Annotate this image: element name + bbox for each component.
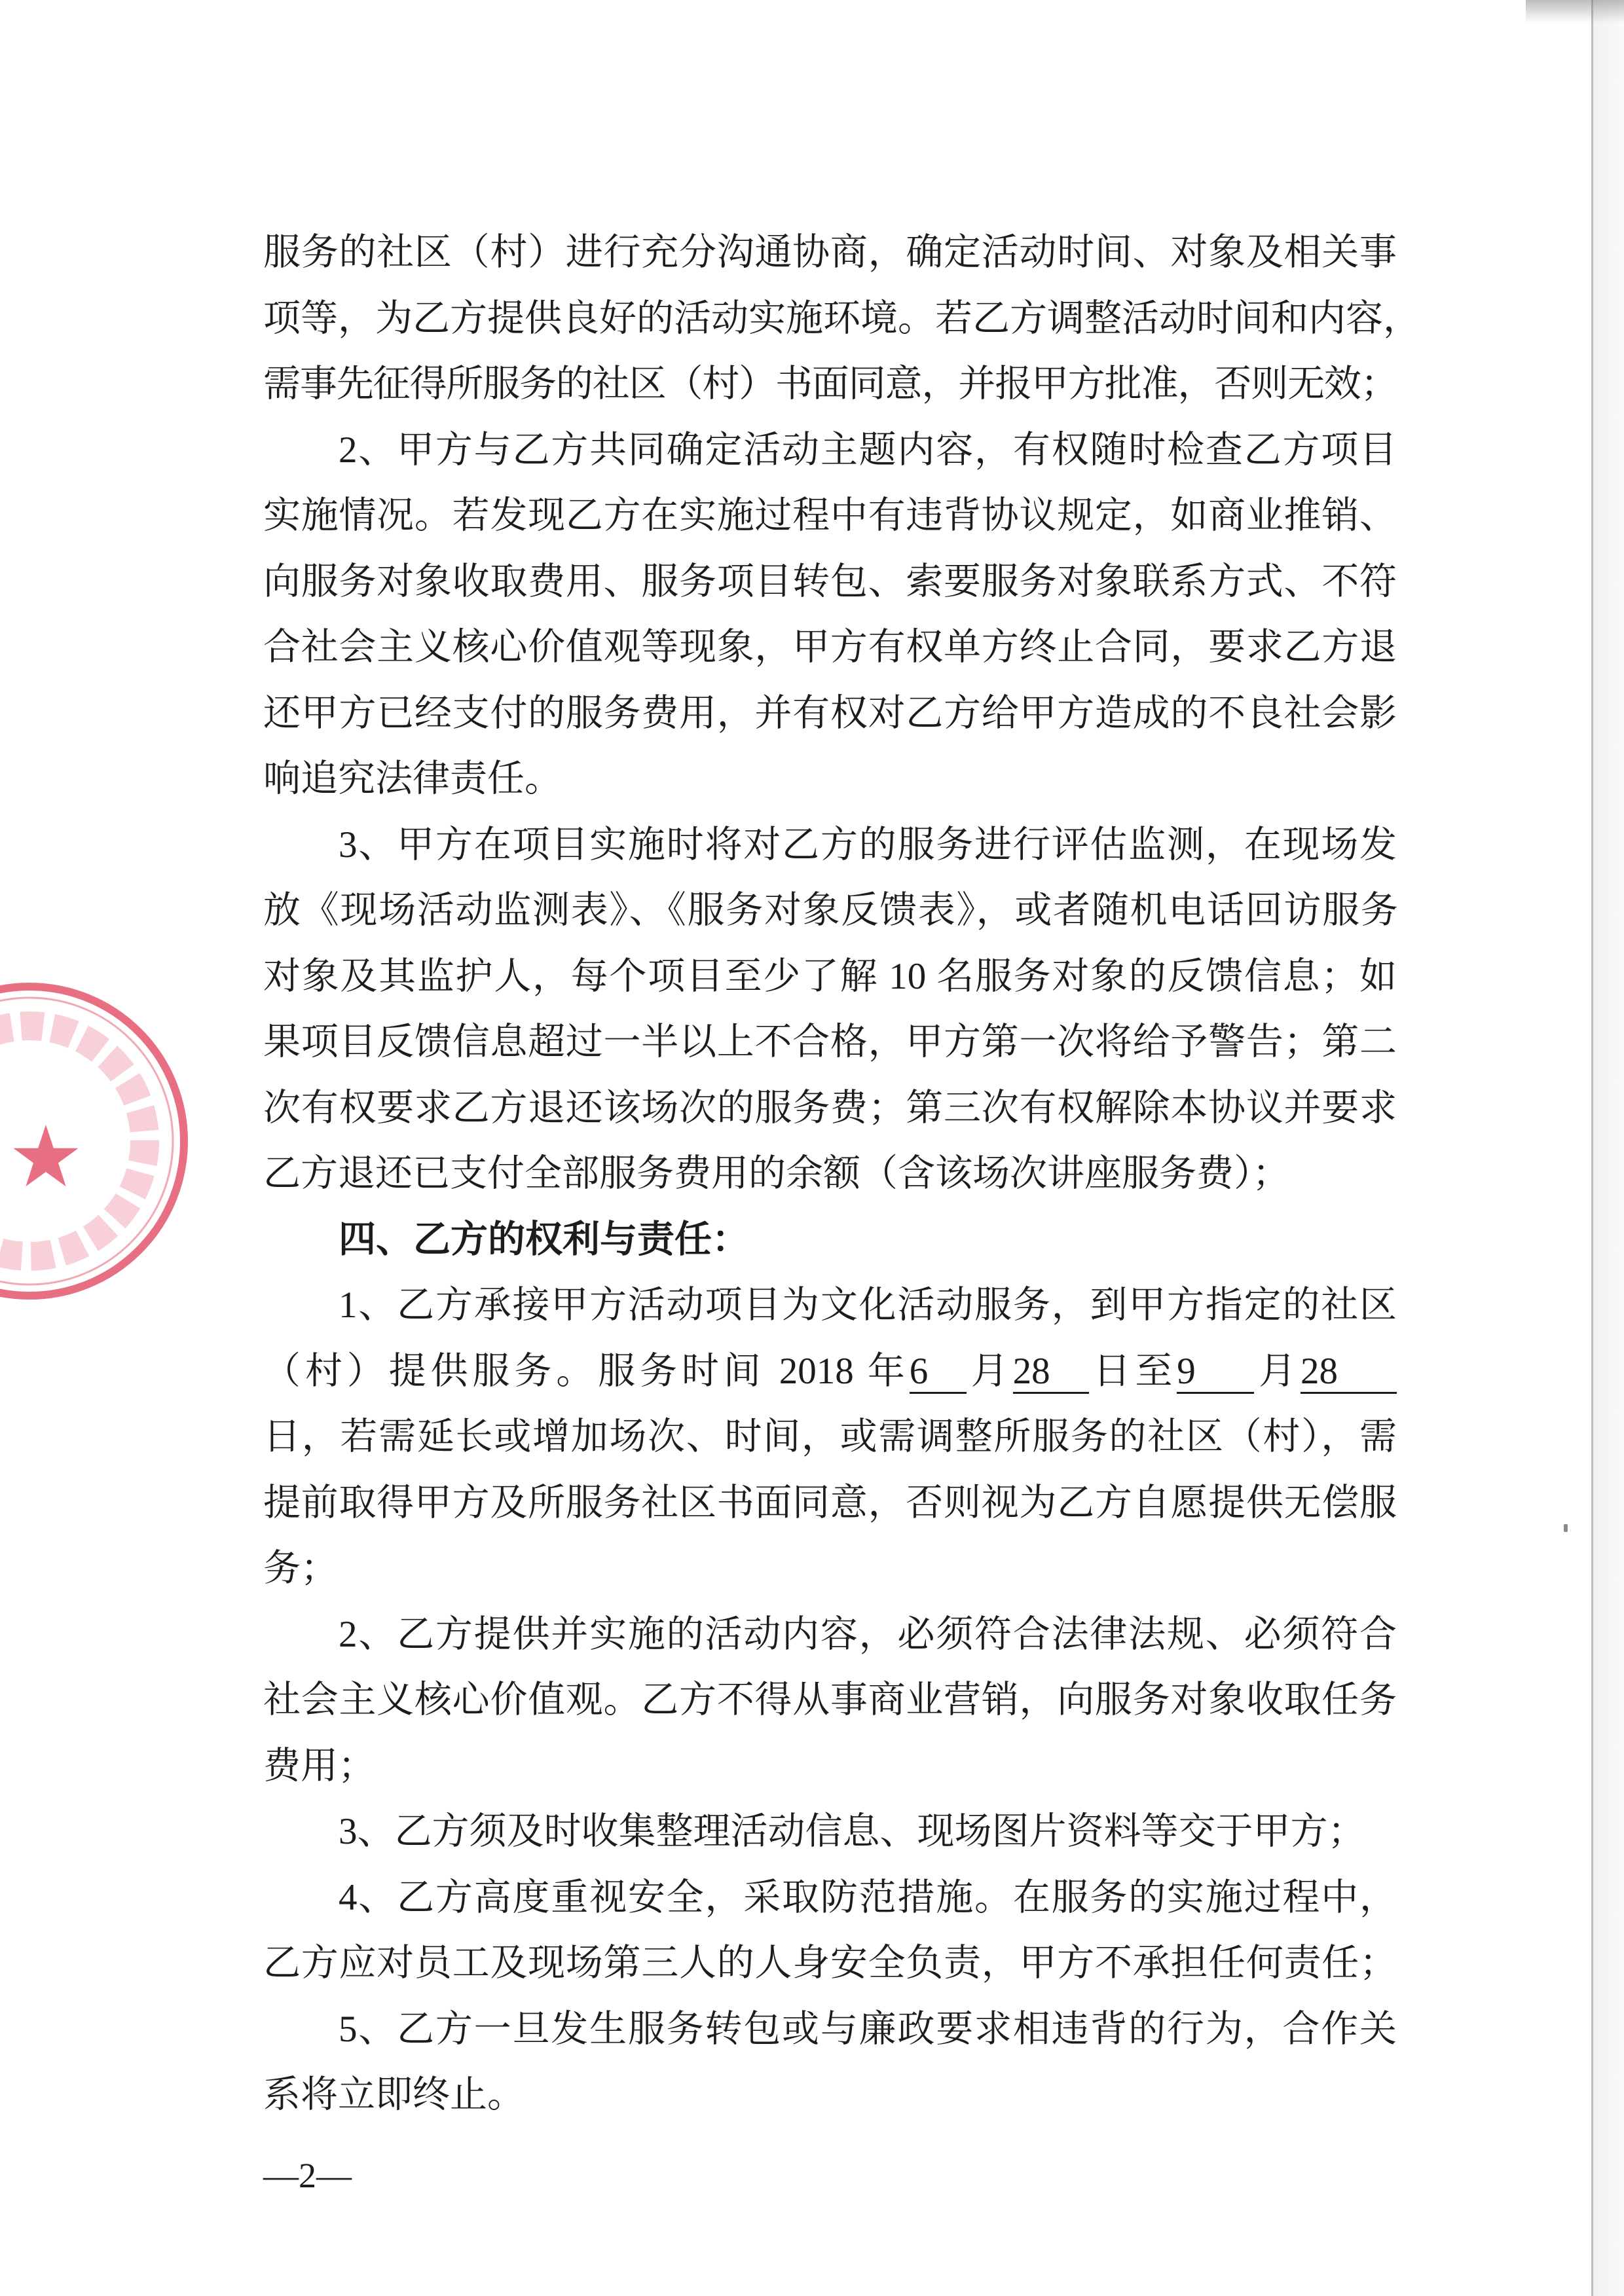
seal-star-icon [14,1125,79,1186]
paragraph-line: 乙方应对员工及现场第三人的人身安全负责，甲方不承担任何责任； [263,1942,1397,1984]
paragraph-line: 乙方退还已支付全部服务费用的余额（含该场次讲座服务费）； [263,1153,1290,1194]
paragraph-line: 日，若需延长或增加场次、时间，或需调整所服务的社区（村），需 [263,1416,1397,1457]
service-period-text: （村）提供服务。服务时间 2018 年 [263,1350,910,1392]
party-a-clause-2 [263,418,1397,812]
scan-speck [1564,1524,1568,1532]
paragraph-line: 3、甲方在项目实施时将对乙方的服务进行评估监测，在现场发 [339,824,1397,866]
party-b-clause-1 [263,1273,1397,1602]
paragraph-line: 服务的社区（村）进行充分沟通协商，确定活动时间、对象及相关事 [263,232,1397,273]
paragraph-line: 还甲方已经支付的服务费用，并有权对乙方给甲方造成的不良社会影 [263,692,1397,734]
start-day-field: 28 [1013,1351,1089,1394]
official-seal [0,975,196,1316]
scan-smudge [1526,0,1624,23]
paragraph-line: 需事先征得所服务的社区（村）书面同意，并报甲方批准，否则无效； [263,363,1397,405]
party-a-clause-3 [263,812,1397,1207]
paragraph-line: 果项目反馈信息超过一半以上不合格，甲方第一次将给予警告；第二 [263,1021,1397,1063]
paragraph-line: 4、乙方高度重视安全，采取防范措施。在服务的实施过程中， [339,1876,1397,1918]
paragraph-line: 1、乙方承接甲方活动项目为文化活动服务，到甲方指定的社区 [339,1285,1397,1326]
paragraph-line: 2、甲方与乙方共同确定活动主题内容，有权随时检查乙方项目 [339,429,1397,471]
party-b-clause-4 [263,1865,1397,1997]
seal-lettering-band [0,1026,145,1256]
end-month-field: 9 [1177,1351,1254,1394]
month-label: 月 [966,1350,1013,1392]
paragraph-line: 务； [263,1548,338,1589]
scan-margin [1593,0,1624,2296]
month-label: 月 [1254,1350,1301,1392]
paragraph-line: 向服务对象收取费用、服务项目转包、索要服务对象联系方式、不符 [263,560,1397,602]
paragraph-line: 5、乙方一旦发生服务转包或与廉政要求相违背的行为，合作关 [339,2008,1397,2050]
service-period-line [263,1339,1397,1405]
paragraph-line: 项等，为乙方提供良好的活动实施环境。若乙方调整活动时间和内容， [263,297,1420,339]
party-b-clause-5 [263,1997,1397,2128]
paragraph-line: 响追究法律责任。 [263,758,562,799]
paragraph-line: 系将立即终止。 [263,2074,525,2115]
paragraph-line: 提前取得甲方及所服务社区书面同意，否则视为乙方自愿提供无偿服 [263,1482,1397,1523]
paragraph-line: 2、乙方提供并实施的活动内容，必须符合法律法规、必须符合 [339,1613,1397,1655]
start-month-field: 6 [910,1351,967,1394]
party-b-clause-2 [263,1602,1397,1800]
paragraph-line: 次有权要求乙方退还该场次的服务费；第三次有权解除本协议并要求 [263,1087,1397,1129]
end-day-field: 28 [1301,1351,1397,1394]
paragraph-line: 3、乙方须及时收集整理活动信息、现场图片资料等交于甲方； [339,1811,1365,1852]
contract-body [263,220,1420,2128]
paragraph-line: 费用； [263,1745,375,1787]
paragraph-line: 合社会主义核心价值观等现象，甲方有权单方终止合同，要求乙方退 [263,627,1397,668]
paragraph-line: 实施情况。若发现乙方在实施过程中有违背协议规定，如商业推销、 [263,495,1397,536]
paragraph-line: 社会主义核心价值观。乙方不得从事商业营销，向服务对象收取任务 [263,1679,1397,1721]
paragraph-line: 对象及其监护人，每个项目至少了解 10 名服务对象的反馈信息；如 [263,955,1397,997]
page-number: —2— [263,2156,352,2195]
party-b-clause-3 [263,1799,1397,1865]
paragraph-line: 放《现场活动监测表》、《服务对象反馈表》，或者随机电话回访服务 [263,890,1397,931]
section-heading: 四、乙方的权利与责任： [339,1218,749,1260]
day-to-label: 日至 [1088,1350,1177,1392]
party-a-clause-1-continued [263,220,1420,418]
scan-edge-line [1591,0,1593,2296]
